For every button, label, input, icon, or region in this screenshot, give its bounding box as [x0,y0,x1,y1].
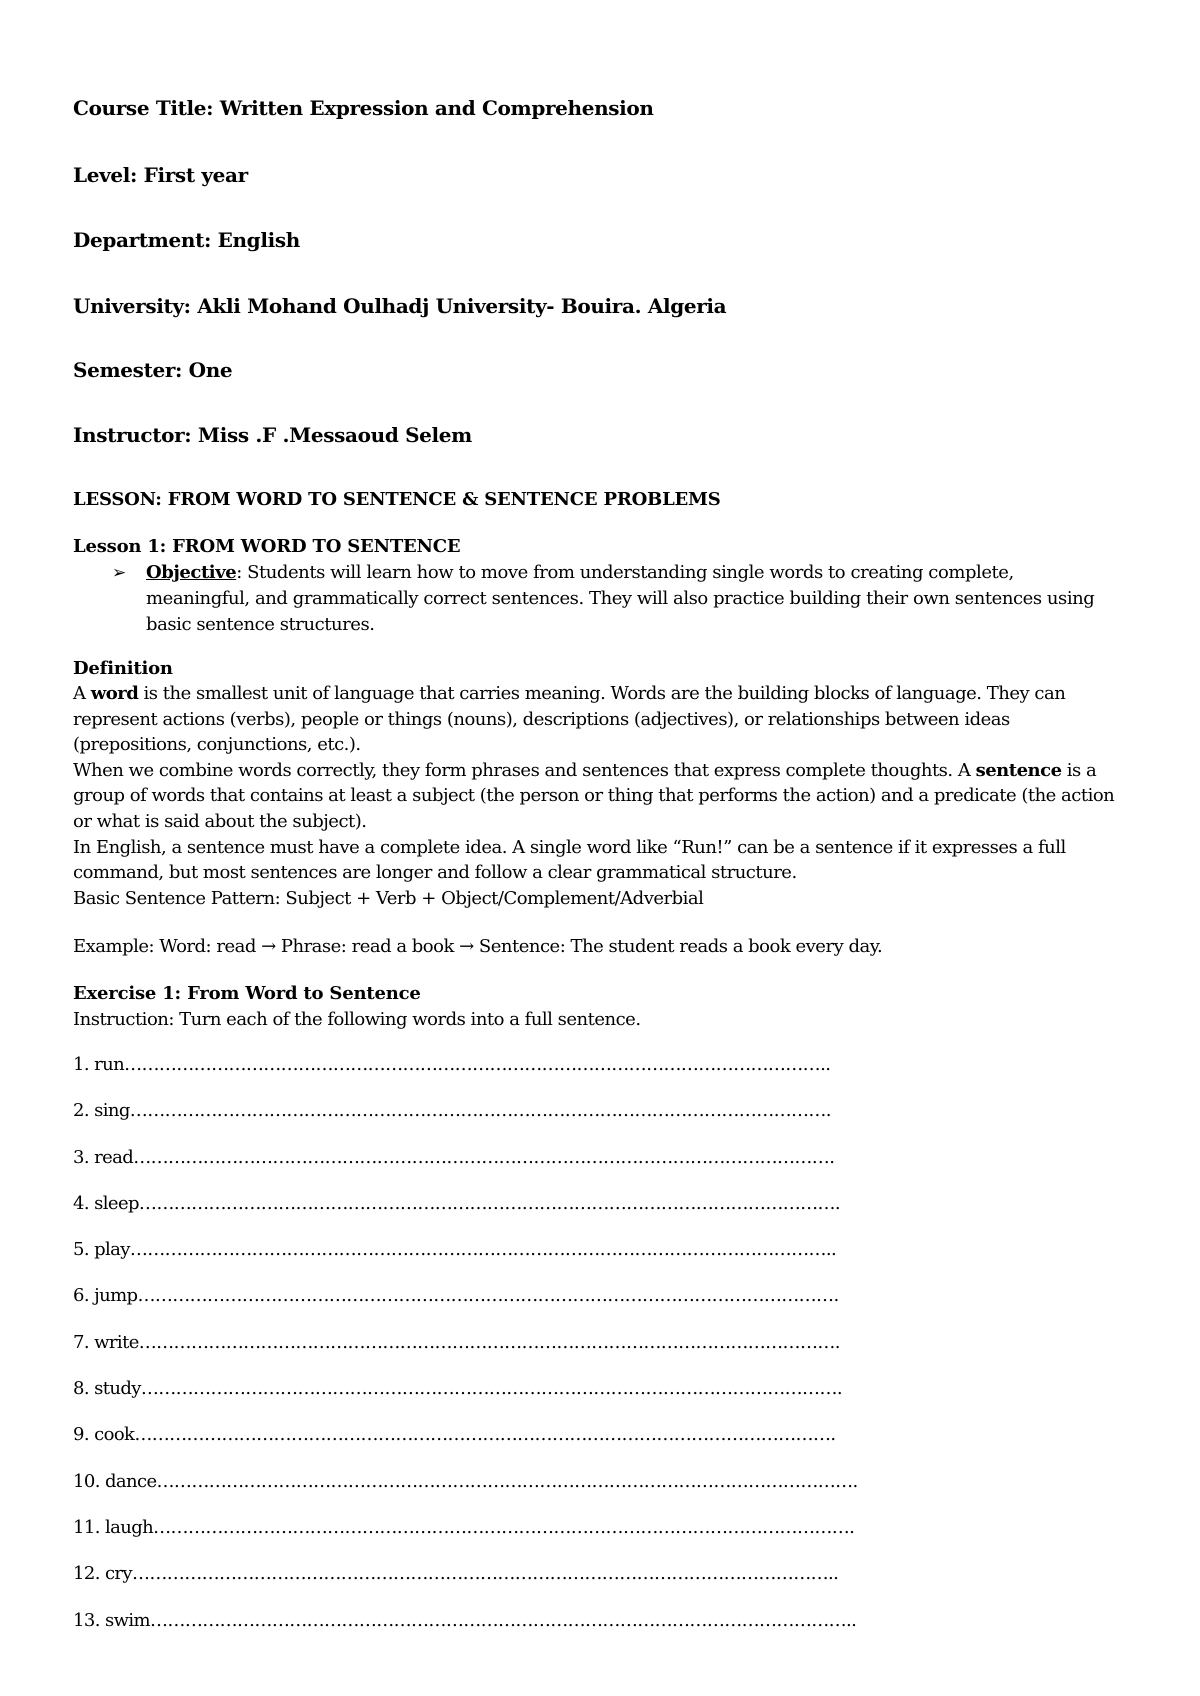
exercise-item: 11. laugh…………………………………………………………………………………………………………. [73,1516,855,1538]
exercise-item: 6. jump…………………………………………………………………………………………………………. [73,1285,839,1307]
definition-text: A [73,683,91,704]
exercise-item: 13. swim………………………………………………………………………………………………………….. [73,1609,857,1631]
definition-paragraph-word [73,681,1133,758]
definition-paragraph-sentence [73,758,1133,835]
definition-heading: Definition [73,658,173,679]
objective-text: : Students will learn how to move from understanding single words to creating complete, meaningful, and grammatically correct sentences. They will also practice building their own sentences using basic sentence structures. [146,562,1095,635]
exercise-item: 12. cry………………………………………………………………………………………………………….. [73,1563,839,1585]
arrow-bullet-icon: ➢ [112,563,126,583]
exercise-item: 5. play………………………………………………………………………………………………………….. [73,1239,837,1261]
department-line: Department: English [73,228,300,252]
example-line: Example: Word: read → Phrase: read a book → Sentence: The student reads a book every day. [73,936,883,957]
exercise-list [73,1053,1153,1655]
lesson-title: LESSON: FROM WORD TO SENTENCE & SENTENCE PROBLEMS [73,489,721,510]
course-title: Course Title: Written Expression and Comprehension [73,96,654,120]
lesson-subtitle: Lesson 1: FROM WORD TO SENTENCE [73,536,461,557]
definition-body [73,681,1133,911]
exercise-item: 10. dance…………………………………………………………………………………………………………. [73,1470,858,1492]
term-sentence: sentence [975,759,1062,781]
basic-sentence-pattern: Basic Sentence Pattern: Subject + Verb + Object/Complement/Adverbial [73,887,704,909]
definition-text: is a group of words that contains at least a subject (the person or thing that performs the action) and a predicate (the action or what is said about the subject). [73,759,1115,832]
level-line: Level: First year [73,163,248,187]
exercise-item: 2. sing…………………………………………………………………………………………………………. [73,1100,831,1122]
exercise-instruction: Instruction: Turn each of the following words into a full sentence. [73,1009,641,1030]
exercise-item: 4. sleep…………………………………………………………………………………………………………. [73,1192,841,1214]
exercise-item: 9. cook…………………………………………………………………………………………………………. [73,1424,836,1446]
exercise-item: 8. study…………………………………………………………………………………………………………. [73,1378,842,1400]
exercise-item: 1. run………………………………………………………………………………………………………….. [73,1054,831,1075]
exercise-item: 7. write…………………………………………………………………………………………………………. [73,1331,840,1353]
objective-label: Objective [146,562,237,583]
definition-text: When we combine words correctly, they form phrases and sentences that express complete thoughts. A [73,759,976,781]
instructor-line: Instructor: Miss .F .Messaoud Selem [73,423,472,447]
objective-bullet-item [112,560,1122,638]
term-word: word [90,683,139,704]
semester-line: Semester: One [73,358,233,382]
definition-text: is the smallest unit of language that carries meaning. Words are the building blocks of language. They can represent actions (verbs), people or things (nouns), descriptions (adjectives), or relationships between ideas (prepositions, conjunctions, etc.). [73,683,1066,756]
objective-text-block [146,560,1122,638]
definition-paragraph-complete-idea: In English, a sentence must have a complete idea. A single word like “Run!” can be a sentence if it expresses a full command, but most sentences are longer and follow a clear grammatical structure. [73,836,1066,884]
university-line: University: Akli Mohand Oulhadj University- Bouira. Algeria [73,294,727,318]
exercise-heading: Exercise 1: From Word to Sentence [73,983,421,1004]
exercise-item: 3. read…………………………………………………………………………………………………………. [73,1146,835,1168]
